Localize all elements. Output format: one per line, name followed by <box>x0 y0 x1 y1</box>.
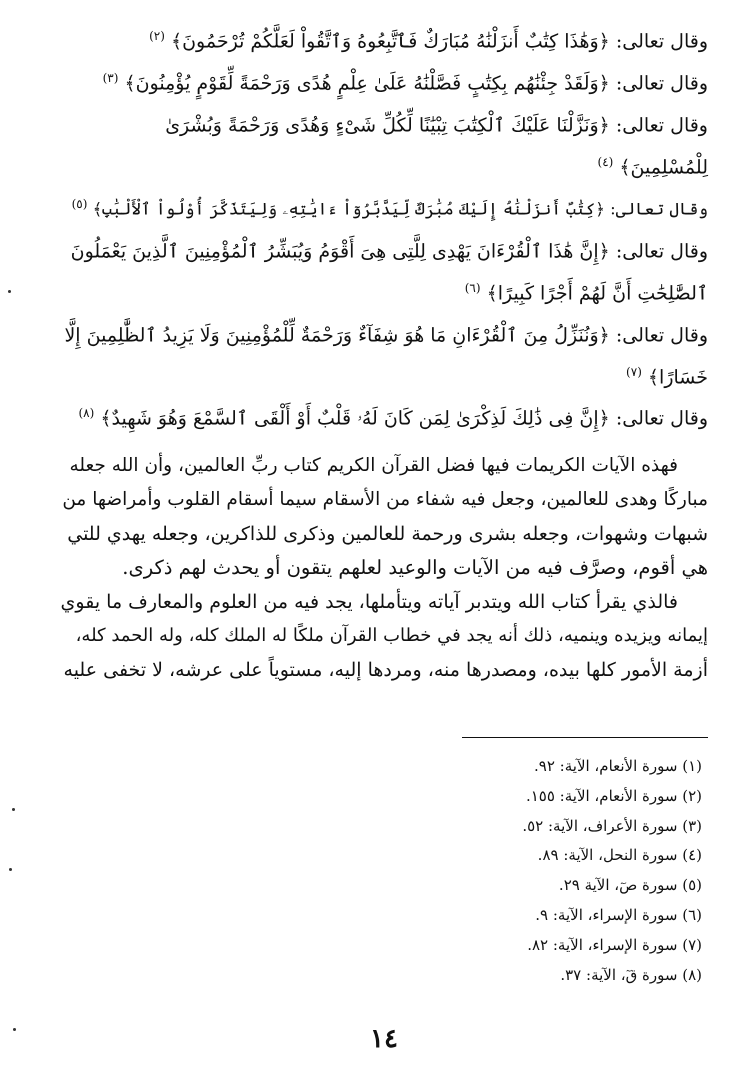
footnote-marker: (٤) <box>597 154 614 169</box>
commentary-text <box>60 449 708 687</box>
verse-text: وقال تعالى: ﴿وَلَقَدْ جِئْنَٰهُم بِكِتَٰبٍ فَصَّلْنَٰهُ عَلَىٰ عِلْمٍ هُدًى وَرَحْمَةً لِّقَوْمٍ يُؤْمِنُونَ﴾ <box>124 72 708 95</box>
quran-verses-block <box>60 18 708 437</box>
footnote-marker: (٨) <box>78 406 95 421</box>
page-number: ١٤ <box>370 1024 398 1054</box>
verse-text: وقال تعالى: ﴿وَنَزَّلْنَا عَلَيْكَ ٱلْكِتَٰبَ تِبْيَٰنًا لِّكُلِّ شَىْءٍ وَهُدًى وَرَحْمَةً وَبُشْرَىٰ <box>165 114 708 137</box>
footnote: (٤) سورة النحل، الآية: ٨٩. <box>537 846 702 865</box>
scan-speck <box>13 1028 16 1031</box>
verse-text: وقال تعالى: ﴿إِنَّ هَٰذَا ٱلْقُرْءَانَ يَهْدِى لِلَّتِى هِىَ أَقْوَمُ وَيُبَشِّرُ ٱلْمُؤْمِنِينَ ٱلَّذِينَ يَعْمَلُونَ <box>70 240 708 263</box>
verse-text: وقال تعالى: ﴿وَنُنَزِّلُ مِنَ ٱلْقُرْءَانِ مَا هُوَ شِفَآءٌ وَرَحْمَةٌ لِّلْمُؤْمِنِينَ وَلَا يَزِيدُ ٱلظَّٰلِمِينَ إِلَّا <box>64 323 708 346</box>
prose-line: مباركًا وهدى للعالمين، وجعل فيه شفاء من الأسقام سيما أسقام القلوب وأمراضها من <box>62 489 708 510</box>
verse-line <box>60 270 708 312</box>
scan-speck <box>9 868 12 871</box>
footnotes-list <box>522 752 702 990</box>
footnote-divider <box>462 737 708 738</box>
verse-text: خَسَارًا﴾ <box>647 365 708 388</box>
prose-line: شبهات وشهوات، وجعله بشرى ورحمة للعالمين وذكرى للذاكرين، وجعله يهدي للتي <box>67 523 708 545</box>
verse-line <box>60 144 708 186</box>
footnote: (٧) سورة الإسراء، الآية: ٨٢. <box>527 935 702 954</box>
prose-line: إيمانه ويزيده وينميه، ذلك أنه يجد في خطاب القرآن ملكًا له الملك كله، وله الحمد كله، <box>75 625 708 646</box>
footnote-marker: (٢) <box>149 29 165 43</box>
prose-line: فالذي يقرأ كتاب الله ويتدبر آياته ويتأملها، يجد فيه من العلوم والمعارف ما يقوي <box>60 591 678 613</box>
footnote-marker: (٧) <box>626 364 642 379</box>
footnote: (٦) سورة الإسراء، الآية: ٩. <box>535 905 702 924</box>
verse-line <box>60 228 708 270</box>
verse-text: ٱلصَّٰلِحَٰتِ أَنَّ لَهُمْ أَجْرًا كَبِيرًا﴾ <box>486 282 708 305</box>
verse-line <box>60 102 708 144</box>
footnote: (٨) سورة قٓ، الآية: ٣٧. <box>560 965 702 984</box>
verse-line <box>60 395 708 437</box>
footnote: (١) سورة الأنعام، الآية: ٩٢. <box>534 757 702 775</box>
footnote: (٢) سورة الأنعام، الآية: ١٥٥. <box>525 786 702 805</box>
scan-speck <box>12 808 15 811</box>
prose-line: أزمة الأمور كلها بيده، ومصدرها منه، ومردها إليه، مستوياً على عرشه، لا تخفى عليه <box>63 659 708 681</box>
prose-line: فهذه الآيات الكريمات فيها فضل القرآن الكريم كتاب ربِّ العالمين، وأن الله جعله <box>69 455 678 476</box>
verse-line <box>60 60 708 102</box>
prose-line: هي أقوم، وصرَّف فيه من الآيات والوعيد لعلهم يتقون أو يحدث لهم ذكرى. <box>122 556 708 579</box>
verse-text: وقال تعالى: ﴿إِنَّ فِى ذَٰلِكَ لَذِكْرَىٰ لِمَن كَانَ لَهُۥ قَلْبٌ أَوْ أَلْقَى ٱلسَّمْعَ وَهُوَ شَهِيدٌ﴾ <box>100 407 708 430</box>
verse-line <box>60 186 708 228</box>
footnote-marker: (٣) <box>102 70 119 85</box>
verse-line <box>60 18 708 60</box>
verse-text: لِلْمُسْلِمِينَ﴾ <box>619 156 708 179</box>
document-page <box>60 18 708 1058</box>
footnote: (٥) سورة صٓ، الآية ٢٩. <box>558 876 702 895</box>
verse-line <box>60 354 708 396</box>
verse-text: وقال تعالى: ﴿وَهَٰذَا كِتَٰبٌ أَنزَلْنَٰهُ مُبَارَكٌ فَٱتَّبِعُوهُ وَٱتَّقُواْ لَعَلَّكُمْ تُرْحَمُونَ﴾ <box>170 30 708 53</box>
verse-text: وقال تعالى: ﴿كِتَٰبٌ أَنزَلْنَٰهُ إِلَيْكَ مُبَٰرَكٌ لِّيَدَّبَّرُوٓاْ ءَايَٰتِهِۦ وَلِيَتَذَكَّرَ أُوْلُواْ ٱلْأَلْبَٰبِ﴾ <box>92 199 708 219</box>
verse-line <box>60 312 708 354</box>
footnote-marker: (٦) <box>464 280 481 295</box>
scan-speck <box>8 290 11 293</box>
footnote: (٣) سورة الأعراف، الآية: ٥٢. <box>522 816 702 835</box>
footnote-marker: (٥) <box>71 196 88 211</box>
